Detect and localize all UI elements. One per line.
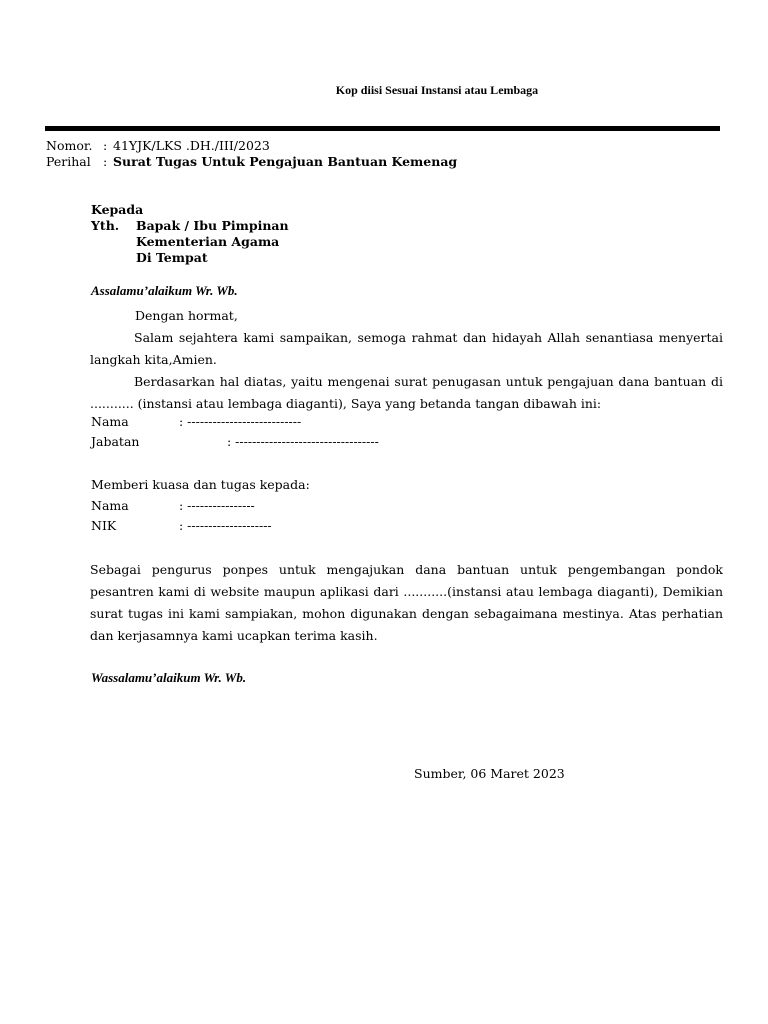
recipient-kepada: Kepada [91,202,144,217]
greeting: Assalamu’alaikum Wr. Wb. [91,283,238,298]
body-paragraph-1-text: Salam sejahtera kami sampaikan, semoga rahmat dan hidayah Allah senantiasa menyertai langkah kita,Amien. [90,330,723,367]
body-hormat: Dengan hormat, [135,308,238,323]
place-date: Sumber, 06 Maret 2023 [414,766,565,781]
perihal-label: Perihal [46,154,91,169]
nama2-value: : ---------------- [179,498,255,513]
nama-label: Nama [91,414,129,429]
perihal-value: Surat Tugas Untuk Pengajuan Bantuan Kemenag [113,154,458,169]
jabatan-value: : ---------------------------------- [227,434,379,449]
closing: Wassalamu’alaikum Wr. Wb. [91,670,247,685]
body-paragraph-2-text: Berdasarkan hal diatas, yaitu mengenai surat penugasan untuk pengajuan dana bantuan di ........... (instansi atau lembaga diaganti), Saya yang betanda tangan dibawah ini: [90,374,723,411]
recipient-line1: Bapak / Ibu Pimpinan [136,218,289,233]
recipient-yth: Yth. [91,218,120,233]
perihal-separator: : [103,154,108,169]
recipient-line2: Kementerian Agama [136,234,280,249]
body-paragraph-1 [90,327,723,371]
kuasa-line: Memberi kuasa dan tugas kepada: [91,477,310,492]
body-paragraph-2 [90,371,723,415]
nik-label: NIK [91,518,117,533]
nomor-separator: : [103,138,108,153]
letterhead-rule [45,126,720,131]
nomor-value: 41YJK/LKS .DH./III/2023 [113,138,270,153]
jabatan-label: Jabatan [91,434,140,449]
nama2-label: Nama [91,498,129,513]
nomor-label: Nomor. [46,138,93,153]
nama-value: : --------------------------- [179,414,302,429]
letterhead-placeholder: Kop diisi Sesuai Instansi atau Lembaga [335,83,539,97]
body-paragraph-3: Sebagai pengurus ponpes untuk mengajukan dana bantuan untuk pengembangan pondok pesantren kami di website maupun aplikasi dari ...........(instansi atau lembaga diaganti), Demikian surat tugas ini kami sampiakan, mohon digunakan dengan sebagaimana mestinya. Atas perhatian dan kerjasamnya kami ucapkan terima kasih. [90,562,723,643]
nik-value: : -------------------- [179,518,272,533]
recipient-line3: Di Tempat [136,250,208,265]
